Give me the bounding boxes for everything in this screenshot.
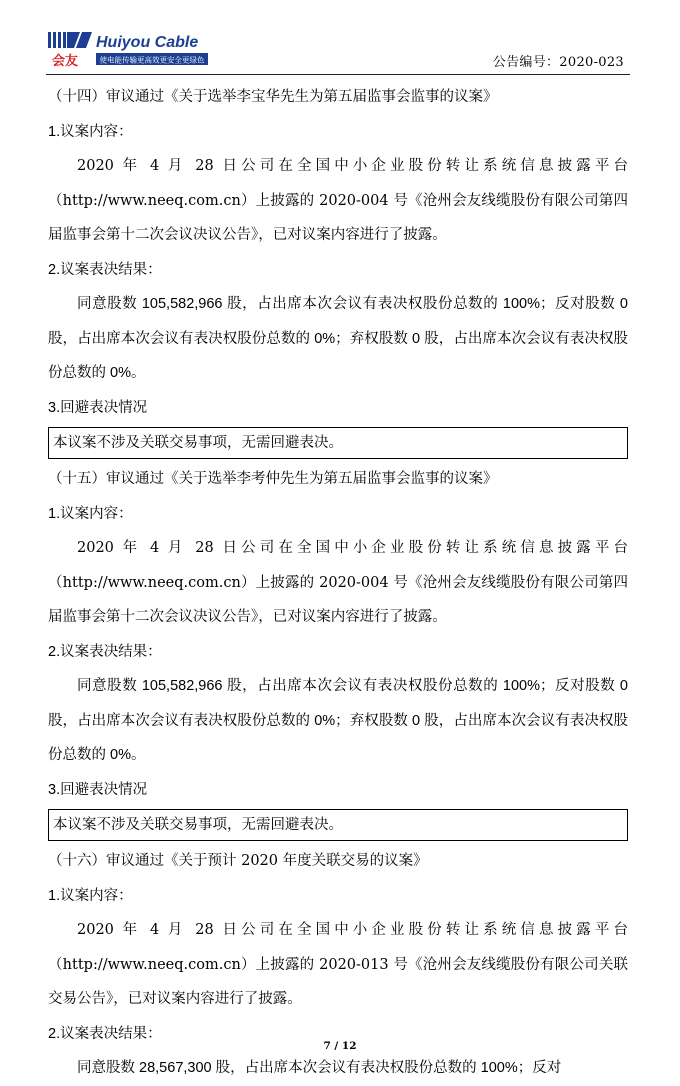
avoid-heading: 3.回避表决情况 xyxy=(48,781,148,798)
company-logo xyxy=(46,28,216,70)
page-number: 7 / 12 xyxy=(323,1040,357,1052)
content-paragraph: 2020 年 4 月 28 日公司在全国中小企业股份转让系统信息披露平台（http://www.neeq.com.cn）上披露的 2020-004 号《沧州会友线缆股份有限公司第四届监事会第十二次会议决议公告》，已对议案内容进行了披露。 xyxy=(48,158,629,243)
document-body xyxy=(48,80,628,1086)
content-paragraph: 2020 年 4 月 28 日公司在全国中小企业股份转让系统信息披露平台（http://www.neeq.com.cn）上披露的 2020-013 号《沧州会友线缆股份有限公司关联交易公告》，已对议案内容进行了披露。 xyxy=(48,922,629,1007)
result-paragraph: 同意股数 28,567,300 股，占出席本次会议有表决权股份总数的 100%；反对 xyxy=(77,1060,562,1076)
avoid-text-box: 本议案不涉及关联交易事项，无需回避表决。 xyxy=(48,427,628,459)
content-heading: 1.议案内容： xyxy=(48,505,133,522)
content-heading: 1.议案内容： xyxy=(48,887,133,904)
section-title: （十五）审议通过《关于选举李考仲先生为第五届监事会监事的议案》 xyxy=(48,471,498,487)
logo-slogan-text: 使电能传输更高效更安全更绿色 xyxy=(99,55,205,65)
result-heading: 2.议案表决结果： xyxy=(48,643,162,660)
page-header xyxy=(46,28,630,75)
avoid-text-box: 本议案不涉及关联交易事项，无需回避表决。 xyxy=(48,809,628,841)
result-paragraph: 同意股数 105,582,966 股，占出席本次会议有表决权股份总数的 100%；反对股数 0 股，占出席本次会议有表决权股份总数的 0%；弃权股数 0 股，占出席本次会议有表决权股份总数的 0%。 xyxy=(48,296,629,381)
logo-cn-text: 会友 xyxy=(52,54,79,69)
section-title: （十四）审议通过《关于选举李宝华先生为第五届监事会监事的议案》 xyxy=(48,89,498,105)
result-paragraph: 同意股数 105,582,966 股，占出席本次会议有表决权股份总数的 100%；反对股数 0 股，占出席本次会议有表决权股份总数的 0%；弃权股数 0 股，占出席本次会议有表决权股份总数的 0%。 xyxy=(48,678,629,763)
announcement-number: 公告编号：2020-023 xyxy=(492,55,624,70)
content-paragraph: 2020 年 4 月 28 日公司在全国中小企业股份转让系统信息披露平台（http://www.neeq.com.cn）上披露的 2020-004 号《沧州会友线缆股份有限公司第四届监事会第十二次会议决议公告》，已对议案内容进行了披露。 xyxy=(48,540,629,625)
avoid-heading: 3.回避表决情况 xyxy=(48,399,148,416)
logo-en-text: Huiyou Cable xyxy=(96,34,199,51)
result-heading: 2.议案表决结果： xyxy=(48,261,162,278)
content-heading: 1.议案内容： xyxy=(48,123,133,140)
result-heading: 2.议案表决结果： xyxy=(48,1025,162,1042)
section-title: （十六）审议通过《关于预计 2020 年度关联交易的议案》 xyxy=(48,853,428,869)
